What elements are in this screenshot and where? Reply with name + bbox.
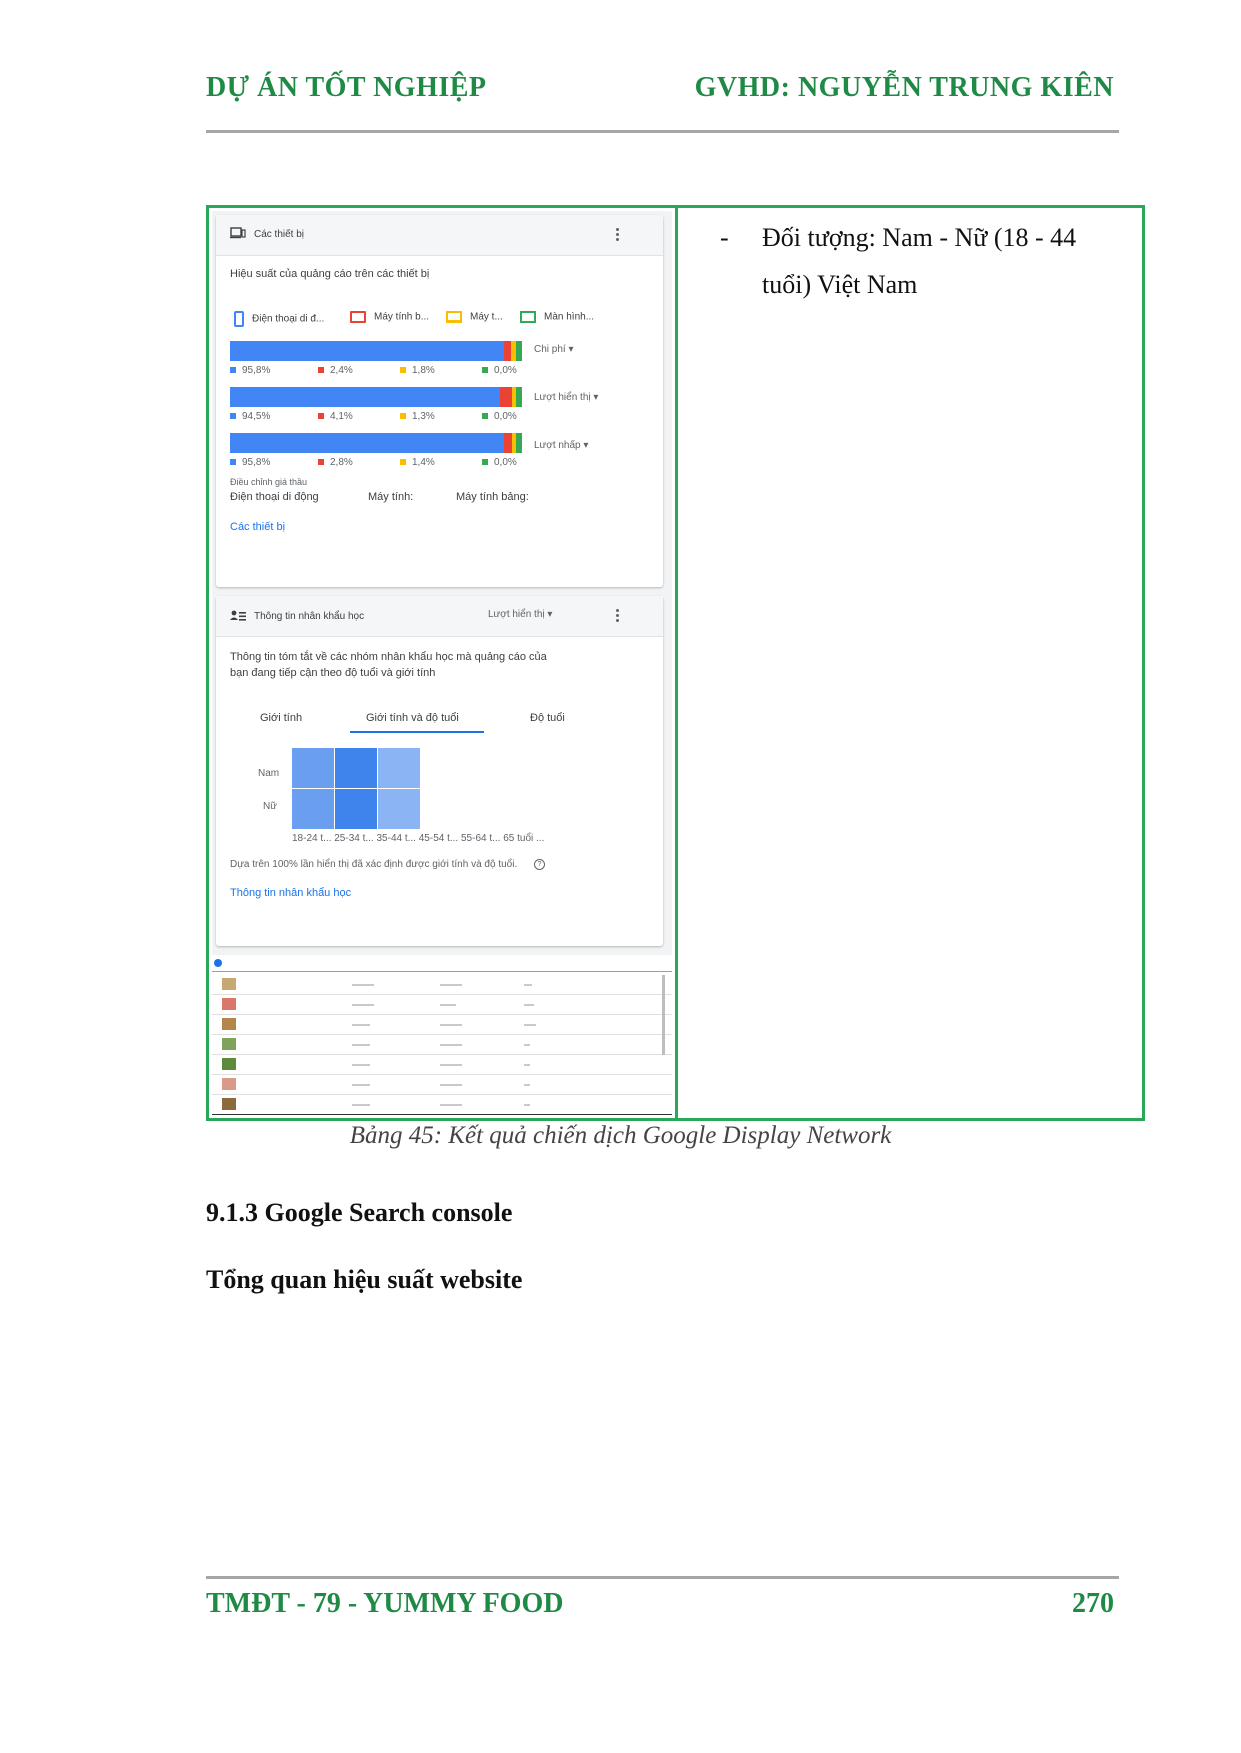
- heat-cell[interactable]: [292, 789, 334, 829]
- table-divider: [675, 205, 678, 1121]
- phone-icon: [234, 311, 244, 327]
- bar-segment: [516, 433, 522, 453]
- table-caption: Bảng 45: Kết quả chiến dịch Google Display Network: [349, 1122, 892, 1149]
- clicks-pct-tv: 0,0%: [482, 457, 517, 468]
- target-audience-text: Đối tượng: Nam - Nữ (18 - 44 tuổi) Việt Nam: [762, 223, 1077, 299]
- heat-cell[interactable]: [378, 789, 420, 829]
- help-icon[interactable]: ?: [534, 859, 545, 870]
- impr-pct-tv: 0,0%: [482, 411, 517, 422]
- heat-cell[interactable]: [335, 748, 377, 788]
- active-tab-indicator: [350, 731, 484, 733]
- bar-segment: [504, 433, 512, 453]
- clicks-pct-computer: 1,4%: [400, 457, 435, 468]
- row-label-male: Nam: [258, 768, 280, 779]
- table-row[interactable]: [212, 1015, 672, 1035]
- demo-metric-dropdown[interactable]: Lượt hiển thị ▾: [488, 609, 553, 620]
- impr-pct-computer: 1,3%: [400, 411, 435, 422]
- clicks-bar: [230, 433, 516, 453]
- people-icon: [230, 610, 246, 621]
- ads-table: [212, 955, 672, 1115]
- heat-cell[interactable]: [292, 748, 334, 788]
- legend-mobile[interactable]: Điện thoại di đ...: [234, 311, 324, 327]
- cost-pct-computer: 1,8%: [400, 365, 435, 376]
- impr-pct-tablet: 4,1%: [318, 411, 353, 422]
- table-scrollbar[interactable]: [662, 975, 665, 1055]
- demo-desc-line1: Thông tin tóm tắt về các nhóm nhân khẩu học mà quảng cáo của: [230, 651, 547, 663]
- bullet-dash: -: [720, 223, 729, 252]
- bid-col-computer: Máy tính:: [368, 491, 414, 503]
- table-row[interactable]: [212, 1035, 672, 1055]
- bar-segment: [500, 387, 512, 407]
- age-axis-labels: 18-24 t... 25-34 t... 35-44 t... 45-54 t... 55-64 t... 65 tuổi ...: [292, 833, 545, 844]
- bar-segment: [230, 341, 504, 361]
- bar-segment: [230, 433, 504, 453]
- heat-cell[interactable]: [335, 789, 377, 829]
- heat-cell[interactable]: [378, 748, 420, 788]
- clicks-pct-mobile: 95,8%: [230, 457, 270, 468]
- cost-metric-dropdown[interactable]: Chi phí ▾: [534, 344, 574, 355]
- demographics-card: [216, 596, 663, 946]
- legend-tablet[interactable]: Máy tính b...: [350, 311, 429, 323]
- header-project-title: DỰ ÁN TỐT NGHIỆP: [206, 72, 487, 103]
- bar-segment: [516, 387, 522, 407]
- impressions-metric-dropdown[interactable]: Lượt hiển thị ▾: [534, 392, 599, 403]
- edit-icon[interactable]: [214, 959, 222, 967]
- bar-segment: [230, 387, 500, 407]
- cost-pct-tablet: 2,4%: [318, 365, 353, 376]
- bar-segment: [516, 341, 522, 361]
- row-label-female: Nữ: [263, 801, 277, 812]
- demographics-card-title: Thông tin nhân khẩu học: [254, 611, 365, 622]
- more-icon[interactable]: [616, 608, 620, 624]
- table-row[interactable]: [212, 1055, 672, 1075]
- tab-gender-age[interactable]: Giới tính và độ tuổi: [366, 712, 459, 724]
- bid-adjust-label: Điều chỉnh giá thầu: [230, 477, 308, 487]
- demographics-link[interactable]: Thông tin nhân khẩu học: [230, 887, 352, 899]
- legend-computer[interactable]: Máy t...: [446, 311, 503, 323]
- bar-segment: [504, 341, 511, 361]
- footer-project: TMĐT - 79 - YUMMY FOOD: [206, 1588, 564, 1619]
- devices-subtitle: Hiệu suất của quảng cáo trên các thiết bị: [230, 268, 430, 280]
- laptop-icon: [446, 311, 462, 323]
- demo-desc-line2: bạn đang tiếp cận theo độ tuổi và giới tính: [230, 667, 436, 679]
- tv-icon: [520, 311, 536, 323]
- devices-card-title: Các thiết bị: [254, 229, 305, 240]
- ads-screenshot: [212, 211, 672, 1115]
- sub-heading: Tổng quan hiệu suất website: [206, 1265, 523, 1294]
- section-heading: 9.1.3 Google Search console: [206, 1198, 513, 1227]
- devices-icon: [230, 227, 246, 239]
- footer-rule: [206, 1576, 1119, 1579]
- devices-card: [216, 215, 663, 587]
- table-row[interactable]: [212, 995, 672, 1015]
- cost-pct-tv: 0,0%: [482, 365, 517, 376]
- impr-pct-mobile: 94,5%: [230, 411, 270, 422]
- more-icon[interactable]: [616, 227, 620, 243]
- impressions-bar: [230, 387, 516, 407]
- clicks-pct-tablet: 2,8%: [318, 457, 353, 468]
- devices-link[interactable]: Các thiết bị: [230, 521, 286, 533]
- table-row[interactable]: [212, 1075, 672, 1095]
- tab-gender[interactable]: Giới tính: [260, 712, 303, 724]
- table-row[interactable]: [212, 1095, 672, 1115]
- clicks-metric-dropdown[interactable]: Lượt nhấp ▾: [534, 440, 589, 451]
- bid-col-tablet: Máy tính bảng:: [456, 491, 529, 503]
- demo-note: Dựa trên 100% lần hiển thị đã xác định được giới tính và độ tuổi.: [230, 859, 518, 870]
- tab-age[interactable]: Độ tuổi: [530, 712, 565, 724]
- cost-pct-mobile: 95,8%: [230, 365, 270, 376]
- header-rule: [206, 130, 1119, 133]
- bid-col-mobile: Điện thoại di động: [230, 491, 319, 503]
- header-advisor: GVHD: NGUYỄN TRUNG KIÊN: [694, 72, 1114, 103]
- table-row[interactable]: [212, 975, 672, 995]
- cost-bar: [230, 341, 516, 361]
- tablet-icon: [350, 311, 366, 323]
- legend-tv[interactable]: Màn hình...: [520, 311, 594, 323]
- page-number: 270: [1072, 1588, 1114, 1619]
